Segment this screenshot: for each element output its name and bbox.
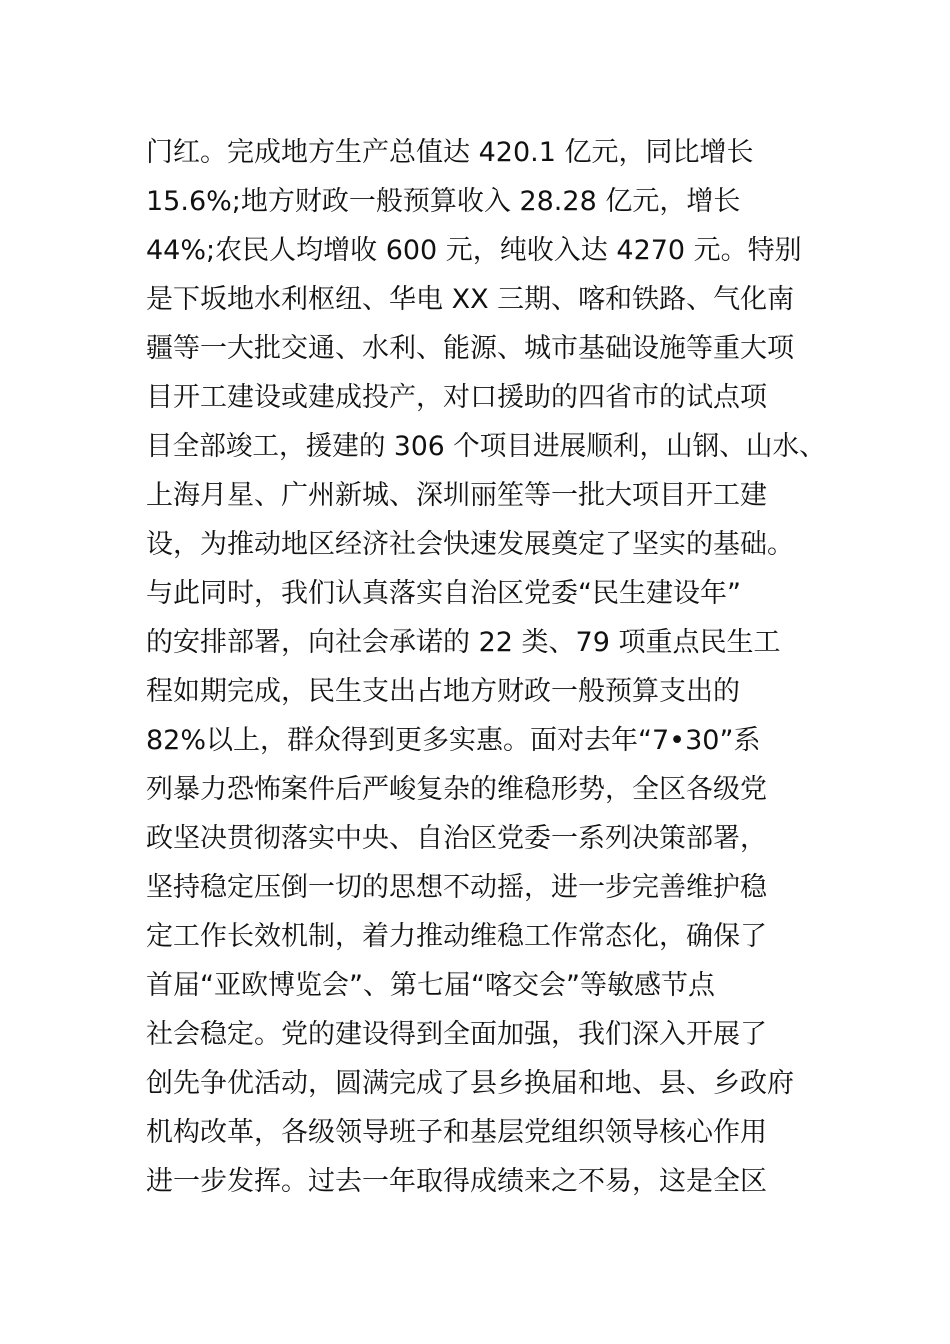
text-line: 疆等一大批交通、水利、能源、城市基础设施等重大项 bbox=[146, 333, 794, 364]
text-line: 目开工建设或建成投产，对口援助的四省市的试点项 bbox=[146, 382, 767, 413]
text-line: 44%;农民人均增收 600 元，纯收入达 4270 元。特别 bbox=[146, 235, 802, 266]
text-line: 社会稳定。党的建设得到全面加强，我们深入开展了 bbox=[146, 1019, 767, 1050]
text-line: 坚持稳定压倒一切的思想不动摇，进一步完善维护稳 bbox=[146, 872, 767, 903]
text-line: 设，为推动地区经济社会快速发展奠定了坚实的基础。 bbox=[146, 529, 794, 560]
text-line: 创先争优活动，圆满完成了县乡换届和地、县、乡政府 bbox=[146, 1068, 794, 1099]
text-line: 上海月星、广州新城、深圳丽笙等一批大项目开工建 bbox=[146, 480, 767, 511]
text-line: 15.6%;地方财政一般预算收入 28.28 亿元，增长 bbox=[146, 186, 741, 217]
text-line: 程如期完成，民生支出占地方财政一般预算支出的 bbox=[146, 676, 740, 707]
text-line: 与此同时，我们认真落实自治区党委“民生建设年” bbox=[146, 578, 741, 609]
body-text bbox=[146, 128, 826, 1206]
text-line: 目全部竣工，援建的 306 个项目进展顺利，山钢、山水、 bbox=[146, 431, 826, 462]
text-line: 定工作长效机制，着力推动维稳工作常态化，确保了 bbox=[146, 921, 767, 952]
text-line: 机构改革，各级领导班子和基层党组织领导核心作用 bbox=[146, 1117, 767, 1148]
text-line: 是下坂地水利枢纽、华电 XX 三期、喀和铁路、气化南 bbox=[146, 284, 795, 315]
text-line: 进一步发挥。过去一年取得成绩来之不易，这是全区 bbox=[146, 1166, 767, 1197]
text-line: 首届“亚欧博览会”、第七届“喀交会”等敏感节点 bbox=[146, 970, 715, 1001]
text-line: 82%以上，群众得到更多实惠。面对去年“7•30”系 bbox=[146, 725, 761, 756]
text-line: 政坚决贯彻落实中央、自治区党委一系列决策部署， bbox=[146, 823, 767, 854]
text-line: 门红。完成地方生产总值达 420.1 亿元，同比增长 bbox=[146, 137, 754, 168]
text-line: 的安排部署，向社会承诺的 22 类、79 项重点民生工 bbox=[146, 627, 781, 658]
text-line: 列暴力恐怖案件后严峻复杂的维稳形势，全区各级党 bbox=[146, 774, 767, 805]
